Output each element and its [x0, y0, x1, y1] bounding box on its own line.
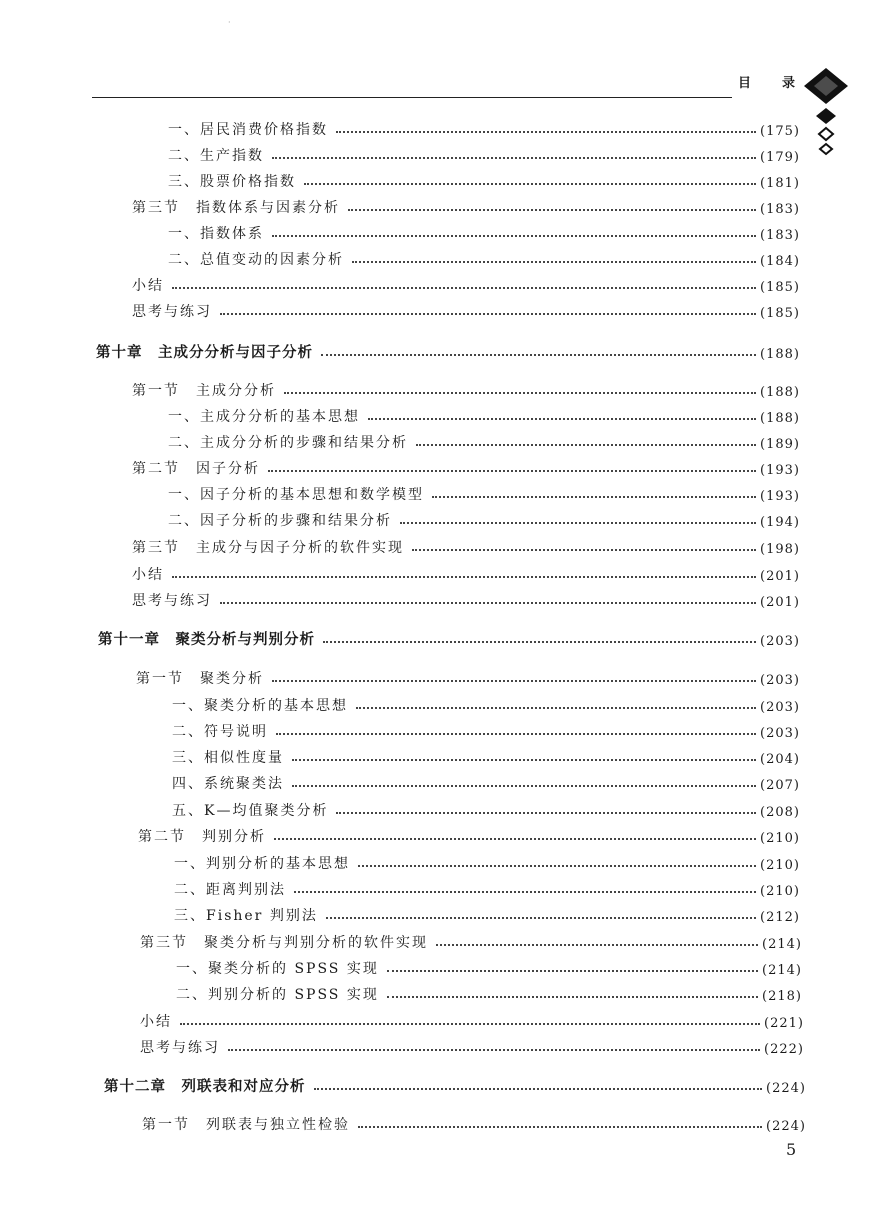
dot-leader — [314, 1088, 763, 1090]
toc-entry-title: 二、距离判别法 — [174, 882, 286, 898]
toc-entry[interactable] — [174, 903, 800, 925]
toc-entry[interactable] — [132, 195, 800, 217]
toc-entry-title: 第一节 主成分分析 — [132, 383, 276, 399]
toc-entry[interactable] — [136, 666, 800, 688]
toc-entry-title: 二、符号说明 — [172, 724, 268, 740]
dot-leader — [268, 470, 756, 472]
toc-entry[interactable] — [174, 851, 800, 873]
toc-entry-page: (224) — [766, 1081, 806, 1096]
dot-leader — [272, 235, 756, 237]
toc-entry-page: (224) — [766, 1119, 806, 1134]
toc-entry-title: 小结 — [132, 278, 164, 294]
toc-entry[interactable] — [168, 404, 800, 426]
toc-chapter-title: 第十一章 聚类分析与判别分析 — [98, 632, 315, 648]
toc-entry[interactable] — [168, 117, 800, 139]
toc-entry[interactable] — [174, 877, 800, 899]
toc-entry-page: (188) — [760, 411, 800, 426]
dot-leader — [220, 313, 756, 315]
toc-entry-title: 二、判别分析的 SPSS 实现 — [176, 987, 379, 1003]
toc-entry[interactable] — [172, 693, 800, 715]
page-number: 5 — [786, 1140, 797, 1159]
toc-entry-page: (210) — [760, 884, 800, 899]
toc-entry[interactable] — [140, 930, 802, 952]
dot-leader — [336, 131, 756, 133]
toc-entry-page: (207) — [760, 778, 800, 793]
toc-entry[interactable] — [138, 824, 800, 846]
toc-entry-page: (179) — [760, 150, 800, 165]
toc-entry-title: 四、系统聚类法 — [172, 776, 284, 792]
dot-leader — [400, 522, 756, 524]
toc-entry-title: 三、股票价格指数 — [168, 174, 296, 190]
dot-leader — [326, 917, 756, 919]
toc-entry-page: (222) — [764, 1042, 804, 1057]
toc-entry-page: (203) — [760, 700, 800, 715]
toc-entry[interactable] — [168, 247, 800, 269]
dot-leader — [220, 602, 756, 604]
toc-entry[interactable] — [168, 482, 800, 504]
toc-entry-page: (188) — [760, 385, 800, 400]
dot-leader — [304, 183, 756, 185]
toc-entry-page: (201) — [760, 595, 800, 610]
header-label-right: 录 — [782, 76, 796, 91]
toc-chapter[interactable] — [104, 1074, 806, 1096]
dot-leader — [228, 1049, 760, 1051]
dot-leader — [412, 549, 756, 551]
toc-entry[interactable] — [132, 588, 800, 610]
dot-leader — [358, 1126, 762, 1128]
toc-entry-page: (218) — [762, 989, 802, 1004]
toc-entry-title: 第二节 判别分析 — [138, 829, 266, 845]
dot-leader — [172, 576, 756, 578]
toc-entry-page: (203) — [760, 673, 800, 688]
toc-entry-page: (185) — [760, 280, 800, 295]
toc-entry-title: 二、主成分分析的步骤和结果分析 — [168, 435, 408, 451]
toc-entry-title: 一、指数体系 — [168, 226, 264, 242]
toc-entry[interactable] — [172, 719, 800, 741]
toc-entry[interactable] — [176, 982, 802, 1004]
toc-entry-page: (212) — [760, 910, 800, 925]
toc-entry-page: (203) — [760, 634, 800, 649]
toc-entry-page: (185) — [760, 306, 800, 321]
toc-entry-title: 第二节 因子分析 — [132, 461, 260, 477]
toc-entry-page: (183) — [760, 228, 800, 243]
dot-leader — [336, 812, 756, 814]
toc-entry-title: 小结 — [140, 1014, 172, 1030]
dot-leader — [321, 354, 756, 356]
toc-entry-title: 小结 — [132, 567, 164, 583]
dot-leader — [276, 733, 756, 735]
dot-leader — [172, 287, 756, 289]
dot-leader — [416, 444, 756, 446]
dot-leader — [358, 865, 756, 867]
toc-entry[interactable] — [168, 430, 800, 452]
dot-leader — [274, 838, 756, 840]
toc-entry[interactable] — [132, 299, 800, 321]
toc-chapter-title: 第十章 主成分分析与因子分析 — [96, 345, 313, 361]
toc-entry-page: (189) — [760, 437, 800, 452]
toc-chapter[interactable] — [98, 627, 800, 649]
header-rule — [92, 97, 732, 98]
toc-entry-page: (210) — [760, 858, 800, 873]
dot-leader — [294, 891, 756, 893]
toc-entry-page: (184) — [760, 254, 800, 269]
toc-entry-title: 思考与练习 — [132, 593, 212, 609]
toc-entry[interactable] — [168, 508, 800, 530]
toc-entry-title: 一、因子分析的基本思想和数学模型 — [168, 487, 424, 503]
toc-entry-title: 一、居民消费价格指数 — [168, 122, 328, 138]
dot-leader — [436, 944, 758, 946]
diamond-ornament-icon — [802, 68, 862, 168]
toc-entry[interactable] — [172, 771, 800, 793]
dot-leader — [292, 785, 756, 787]
dot-leader — [352, 261, 756, 263]
toc-entry[interactable] — [142, 1112, 806, 1134]
toc-entry[interactable] — [172, 798, 800, 820]
dot-leader — [180, 1023, 760, 1025]
toc-entry-page: (214) — [762, 937, 802, 952]
toc-entry-title: 思考与练习 — [132, 304, 212, 320]
toc-entry[interactable] — [140, 1035, 804, 1057]
toc-entry-title: 三、相似性度量 — [172, 750, 284, 766]
toc-entry-page: (203) — [760, 726, 800, 741]
toc-entry[interactable] — [176, 956, 802, 978]
toc-entry-title: 三、Fisher 判别法 — [174, 908, 318, 924]
toc-entry-page: (198) — [760, 542, 800, 557]
toc-entry-title: 二、生产指数 — [168, 148, 264, 164]
toc-entry-title: 五、K—均值聚类分析 — [172, 803, 329, 819]
dot-leader — [348, 209, 756, 211]
toc-chapter-title: 第十二章 列联表和对应分析 — [104, 1079, 306, 1095]
toc-entry[interactable] — [132, 535, 800, 557]
scan-speck: · — [228, 18, 231, 27]
toc-entry-title: 第三节 主成分与因子分析的软件实现 — [132, 540, 404, 556]
toc-entry[interactable] — [172, 745, 800, 767]
toc-entry-page: (201) — [760, 569, 800, 584]
toc-entry-page: (210) — [760, 831, 800, 846]
toc-entry-page: (208) — [760, 805, 800, 820]
dot-leader — [272, 157, 756, 159]
toc-entry-page: (193) — [760, 489, 800, 504]
dot-leader — [432, 496, 756, 498]
toc-entry-title: 第三节 指数体系与因素分析 — [132, 200, 340, 216]
dot-leader — [272, 680, 756, 682]
toc-entry-page: (181) — [760, 176, 800, 191]
dot-leader — [356, 707, 756, 709]
toc-entry-title: 二、因子分析的步骤和结果分析 — [168, 513, 392, 529]
dot-leader — [323, 641, 756, 643]
toc-entry-title: 第一节 列联表与独立性检验 — [142, 1117, 350, 1133]
toc-entry-page: (183) — [760, 202, 800, 217]
dot-leader — [368, 418, 756, 420]
toc-entry[interactable] — [140, 1009, 804, 1031]
toc-entry-page: (221) — [764, 1016, 804, 1031]
toc-entry[interactable] — [168, 221, 800, 243]
header-label-left: 目 — [738, 76, 752, 91]
toc-entry-page: (194) — [760, 515, 800, 530]
toc-entry-title: 第三节 聚类分析与判别分析的软件实现 — [140, 935, 428, 951]
toc-entry-title: 一、主成分分析的基本思想 — [168, 409, 360, 425]
toc-entry[interactable] — [132, 562, 800, 584]
toc-entry-page: (193) — [760, 463, 800, 478]
dot-leader — [387, 996, 758, 998]
toc-entry-title: 一、聚类分析的基本思想 — [172, 698, 348, 714]
toc-entry-title: 一、聚类分析的 SPSS 实现 — [176, 961, 379, 977]
dot-leader — [292, 759, 756, 761]
toc-entry[interactable] — [132, 456, 800, 478]
dot-leader — [387, 970, 758, 972]
toc-entry[interactable] — [132, 378, 800, 400]
toc-entry-page: (204) — [760, 752, 800, 767]
toc-entry[interactable] — [168, 143, 800, 165]
toc-entry-page: (214) — [762, 963, 802, 978]
toc-entry-title: 思考与练习 — [140, 1040, 220, 1056]
dot-leader — [284, 392, 756, 394]
toc-entry-title: 二、总值变动的因素分析 — [168, 252, 344, 268]
toc-entry-page: (175) — [760, 124, 800, 139]
toc-entry[interactable] — [132, 273, 800, 295]
toc-entry-title: 第一节 聚类分析 — [136, 671, 264, 687]
toc-entry-title: 一、判别分析的基本思想 — [174, 856, 350, 872]
toc-entry[interactable] — [168, 169, 800, 191]
toc-entry-page: (188) — [760, 347, 800, 362]
toc-chapter[interactable] — [96, 340, 800, 362]
